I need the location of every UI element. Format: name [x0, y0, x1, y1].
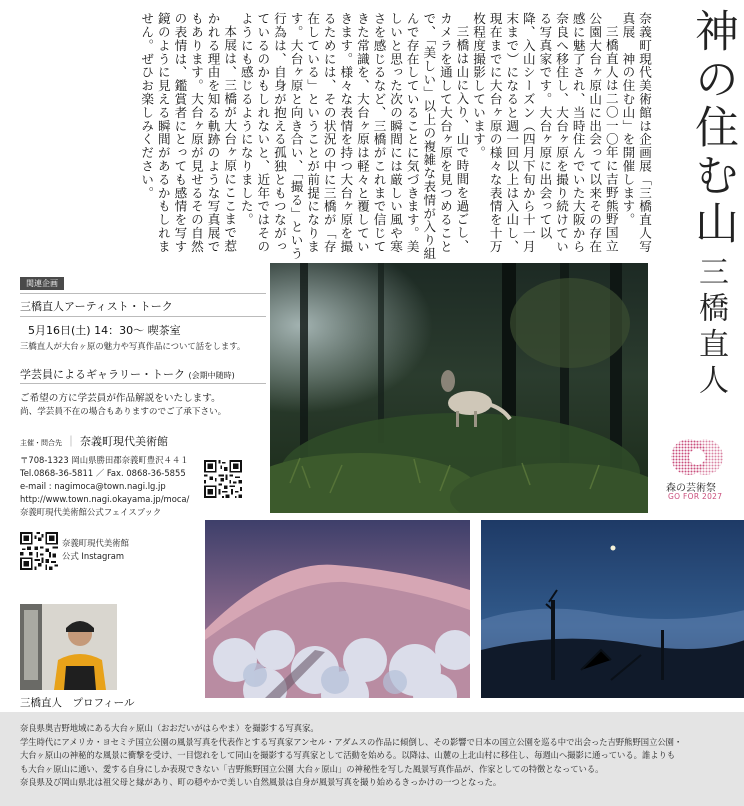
- host-name: 奈義町現代美術館: [80, 435, 168, 448]
- facebook-label[interactable]: 奈義町現代美術館公式フェイスブック: [20, 507, 162, 517]
- body-paragraph-1: 奈義町現代美術館は企画展「三橋直人写真展 神の住む山」を開催します。: [620, 12, 652, 254]
- event2-subnote: 尚、学芸員不在の場合もありますのでご了承下さい。: [20, 407, 227, 417]
- address: 〒708-1323 岡山県勝田郡奈義町豊沢４４１: [20, 455, 189, 465]
- event2-note: (会期中随時): [188, 371, 235, 380]
- divider: [20, 383, 266, 384]
- bio-line-1: 奈良県奥吉野地域にある大台ヶ原山（おおだいがはらやま）を撮影する写真家。: [20, 723, 319, 733]
- bio-line-4: も大台ヶ原山に通い、愛する自身にしか表現できない「吉野熊野国立公園 大台ヶ原山」の神秘性を写した風景写真作品が、作家としての特徴となっている。: [20, 763, 604, 774]
- related-events-tag: 関連企画: [20, 277, 64, 290]
- event1-datetime: 5月16日(土) 14：30～ 喫茶室: [28, 324, 181, 337]
- profile-bio: [0, 712, 744, 806]
- tel-fax: Tel.0868-36-5811 ／ Fax. 0868-36-5855: [20, 468, 186, 478]
- divider: [20, 316, 266, 317]
- instagram-label-1[interactable]: 奈義町現代美術館: [62, 538, 129, 548]
- host-label: 主催・問合先: [20, 439, 62, 447]
- festival-sub: GO FOR 2027: [668, 492, 723, 501]
- divider: [20, 293, 266, 294]
- festival-name: 森の芸術祭: [666, 483, 716, 494]
- event1-description: 三橋直人が大台ヶ原の魅力や写真作品について話をします。: [20, 341, 246, 351]
- body-paragraph-2: 三橋直人は二〇一〇年に吉野熊野国立公園大台ヶ原山に出会って以来その存在感に魅了され、当時住んでいた大阪から奈良へ移住し、大台ヶ原を撮り続けている写真家です。大台ヶ原に出会って以降、入山シーズン（四月下旬から十一月末まで）になると週一回以上は入山し、現在までに大台ヶ原の様々な表情を十万枚程度撮影しています。: [471, 12, 619, 254]
- serow-forest-photo: [270, 263, 648, 513]
- exhibition-title: 神の住む山: [687, 8, 738, 248]
- body-paragraph-4: 本展は、三橋が大台ヶ原にここまで惹かれる理由を知る軌跡のような写真展でもあります。大台ヶ原が見せるその自然の表情は、鑑賞者にとっても感情を写す鏡のように見える瞬間があるかもしれません。ぜひお楽しみください。: [139, 12, 238, 254]
- event2-title: 学芸員によるギャラリー・トーク: [20, 368, 185, 381]
- artist-name: 三橋直人: [693, 256, 728, 400]
- website-url[interactable]: http://www.town.nagi.okayama.jp/moca/: [20, 494, 190, 504]
- bio-line-3: 大台ヶ原山の神秘的な風景に衝撃を受け、一目惚れをして同山を撮影する写真家として活動を始める。以降は、山麓の上北山村に移住し、毎週山へ撮影に通っている。誰よりも: [20, 750, 676, 760]
- instagram-label-2[interactable]: 公式 Instagram: [62, 551, 125, 561]
- body-paragraph-3: 三橋は山に入り、山で時間を過ごし、カメラを通して大台ヶ原を見つめることで、「美しい」以上の複雑な表情が入り組んで存在していることに気づきます。美しいと思った次の瞬間には厳しい風や寒さを感じるなど、三橋がこれまで信じてきた常識を、大台ヶ原は軽々と覆していきます。様々な表情を持つ大台ヶ原を撮るためには、その状況の中に三橋が「存在している」ということが前提になります。大台ヶ原と向き合い、「撮る」という行為は、自身が抱える孤独ともつながっているのかもしれないと、近年ではそのようにも感じるようになりました。: [238, 12, 470, 261]
- night-moon-photo: [481, 520, 744, 698]
- event2-description: ご希望の方に学芸員が作品解説をいたします。: [20, 393, 221, 404]
- instagram-qr-code-icon[interactable]: [20, 532, 58, 570]
- email[interactable]: e-mail : nagimoca@town.nagi.lg.jp: [20, 481, 166, 491]
- exhibition-description: [40, 12, 652, 262]
- bio-line-2: 学生時代にアメリカ・ヨセミテ国立公園の風景写真を代表作とする写真家アンセル・アダムスの作品に傾倒し、その影響で日本の国立公園を巡る中で出会った吉野熊野国立公園・: [20, 736, 683, 747]
- snowy-mountain-photo: [205, 520, 470, 698]
- bio-line-5: 奈良県及び岡山県北は祖父母と縁があり、町の穏やかで美しい自然風景は自身が風景写真を撮り始めるきっかけの一つとなった。: [20, 777, 502, 787]
- artist-portrait-photo: [20, 604, 117, 690]
- qr-code-icon[interactable]: [204, 460, 242, 498]
- festival-logo-icon: [669, 437, 725, 477]
- event1-title: 三橋直人アーティスト・トーク: [20, 300, 173, 313]
- profile-heading: 三橋直人 プロフィール: [20, 697, 135, 709]
